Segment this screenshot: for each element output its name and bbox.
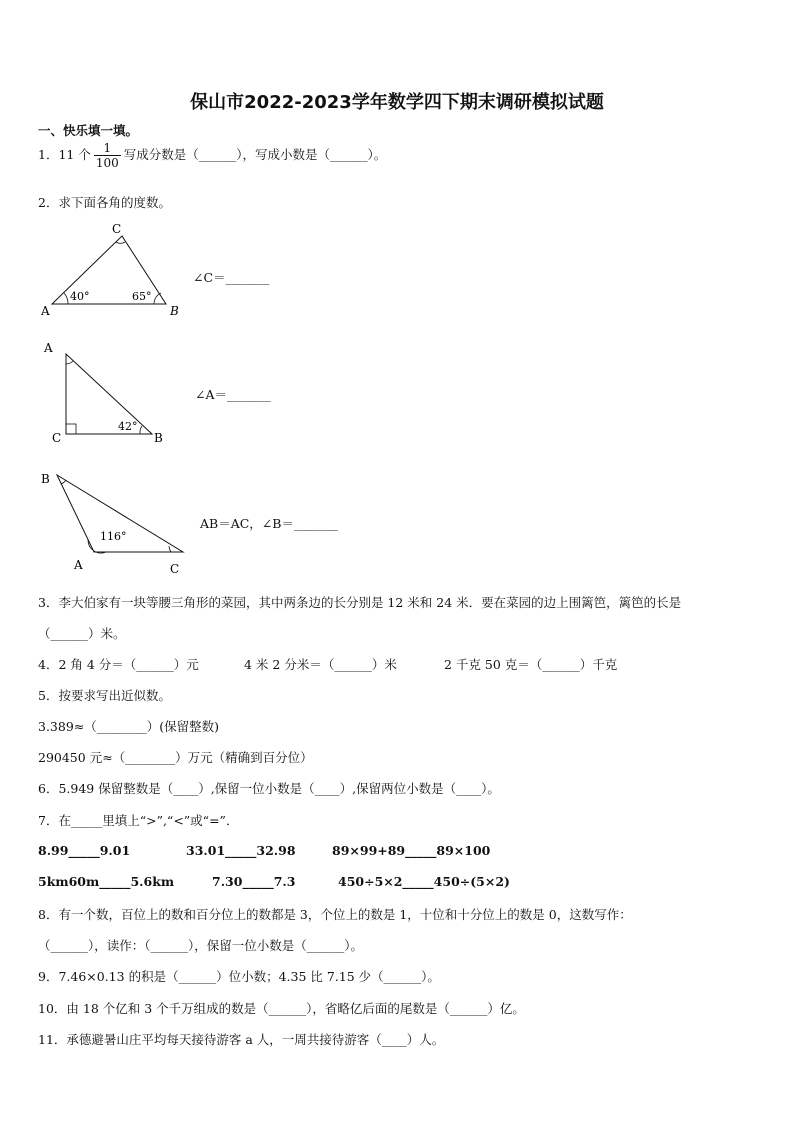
triangle-2-angle-a-arc	[66, 361, 73, 364]
triangle-3-angle-a-label: 116°	[100, 530, 127, 543]
question-4-part-a: 4．2 角 4 分＝（______）元	[38, 657, 199, 672]
question-4-part-c: 2 千克 50 克＝（______）千克	[444, 657, 618, 672]
question-7-row-1-b: 33.01_____32.98	[186, 843, 296, 858]
question-7-row-2-c: 450÷5×2_____450÷(5×2)	[338, 874, 510, 889]
question-4-part-b: 4 米 2 分米＝（______）米	[244, 657, 397, 672]
question-7-row-1-a: 8.99_____9.01	[38, 843, 131, 858]
triangle-2-figure	[38, 338, 188, 450]
triangle-3-angle-c-arc	[169, 546, 171, 552]
question-9: 9．7.46×0.13 的积是（______）位小数；4.35 比 7.15 少（______）。	[38, 969, 440, 984]
fraction-denominator: 100	[95, 156, 119, 170]
triangle-3-vertex-a: A	[74, 558, 83, 572]
question-10: 10．由 18 个亿和 3 个千万组成的数是（______），省略亿后面的尾数是（______）亿。	[38, 1001, 525, 1016]
triangle-2-vertex-a: A	[44, 341, 53, 355]
question-1	[38, 141, 386, 170]
triangle-2-shape	[66, 354, 152, 434]
question-7-row-2-a: 5km60m_____5.6km	[38, 874, 175, 889]
question-5: 5．按要求写出近似数。	[38, 688, 171, 703]
triangle-3-vertex-c: C	[170, 562, 180, 576]
question-8-line-2: （______），读作：（______），保留一位小数是（______）。	[38, 938, 364, 953]
question-7: 7．在_____里填上“>”,“<”或“=”．	[38, 813, 239, 828]
page-title: 保山市2022-2023学年数学四下期末调研模拟试题	[190, 92, 604, 113]
question-5-part-b: 290450 元≈（________）万元（精确到百分位）	[38, 750, 313, 765]
triangle-1-angle-a-label: 40°	[70, 290, 90, 303]
question-8-line-1: 8．有一个数，百位上的数和百分位上的数都是 3，个位上的数是 1，十位和十分位上的数是 0，这数写作：	[38, 907, 632, 922]
triangle-1-question: ∠C＝_______	[193, 270, 270, 285]
question-1-prefix: 1．11 个	[38, 147, 91, 162]
triangle-3-question: AB＝AC，∠B＝_______	[200, 516, 338, 531]
triangle-2-angle-b-arc	[140, 426, 142, 434]
triangle-3-vertex-b: B	[41, 472, 50, 486]
question-2: 2．求下面各角的度数。	[38, 195, 171, 210]
question-7-row-1-c: 89×99+89_____89×100	[332, 843, 491, 858]
triangle-2-question: ∠A＝_______	[195, 387, 271, 402]
triangle-1-vertex-a: A	[41, 304, 50, 318]
triangle-1-figure	[38, 220, 198, 320]
triangle-2-angle-b-label: 42°	[118, 420, 138, 433]
fraction-numerator: 1	[94, 141, 121, 156]
triangle-3-figure	[38, 468, 198, 580]
triangle-1-vertex-c: C	[112, 222, 122, 236]
triangle-3-angle-b-arc	[61, 480, 66, 484]
right-angle-mark	[66, 424, 76, 434]
fraction	[94, 141, 121, 170]
question-11: 11．承德避暑山庄平均每天接待游客 a 人，一周共接待游客（____）人。	[38, 1032, 445, 1047]
triangle-1-angle-b-label: 65°	[132, 290, 152, 303]
triangle-2-vertex-b: B	[154, 431, 163, 445]
triangle-1-vertex-b: B	[170, 304, 179, 318]
question-3-line-1: 3．李大伯家有一块等腰三角形的菜园，其中两条边的长分别是 12 米和 24 米．要在菜园的边上围篱笆，篱笆的长是	[38, 595, 682, 610]
question-3-line-2: （______）米。	[38, 626, 126, 641]
triangle-2-vertex-c: C	[52, 431, 62, 445]
triangle-1-angle-c-arc	[116, 242, 125, 243]
triangle-1-angle-a-arc	[64, 293, 68, 304]
question-6: 6．5.949 保留整数是（____）,保留一位小数是（____）,保留两位小数是（____）。	[38, 781, 500, 796]
question-1-text: 写成分数是（______），写成小数是（______）。	[123, 147, 387, 162]
section-heading: 一、快乐填一填。	[38, 123, 139, 138]
question-5-part-a: 3.389≈（________）(保留整数)	[38, 719, 220, 734]
question-7-row-2-b: 7.30_____7.3	[212, 874, 296, 889]
